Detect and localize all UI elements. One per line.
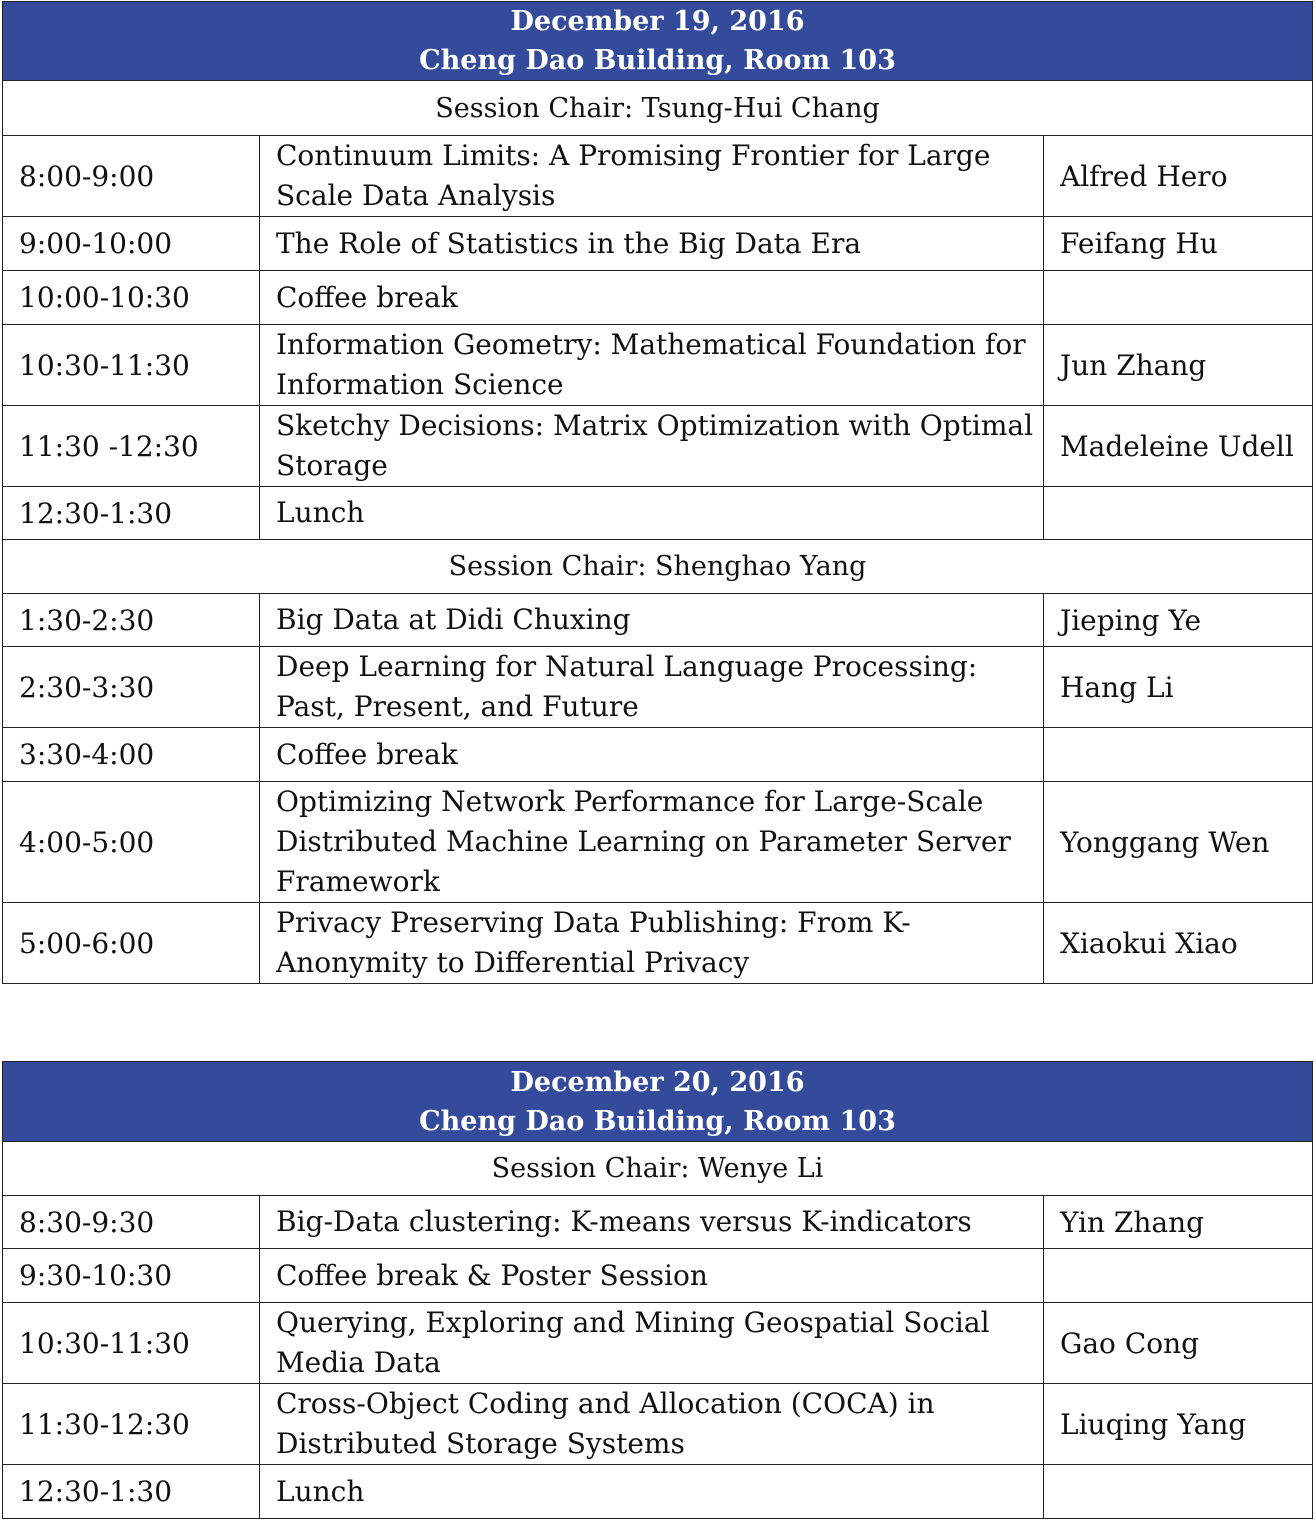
- table-row: [3, 1465, 1313, 1519]
- table-row: [3, 1303, 1313, 1384]
- day-header: [3, 1062, 1313, 1142]
- speaker-name: Gao Cong: [1044, 1303, 1313, 1384]
- day-location: Cheng Dao Building, Room 103: [419, 1105, 896, 1137]
- speaker-name: [1044, 271, 1313, 325]
- slot-time: 11:30-12:30: [3, 1384, 260, 1465]
- talk-title: Big Data at Didi Chuxing: [260, 594, 1044, 647]
- talk-title: Deep Learning for Natural Language Processing: Past, Present, and Future: [260, 647, 1044, 728]
- schedule-table-day-2: [2, 1061, 1313, 1519]
- slot-time: 2:30-3:30: [3, 647, 260, 728]
- day-header: [3, 2, 1313, 81]
- session-chair-row: [3, 540, 1313, 594]
- speaker-name: [1044, 487, 1313, 540]
- table-row: [3, 647, 1313, 728]
- table-row: [3, 406, 1313, 487]
- talk-title: Big-Data clustering: K-means versus K-indicators: [260, 1196, 1044, 1249]
- speaker-name: Feifang Hu: [1044, 217, 1313, 271]
- session-chair-row: [3, 81, 1313, 136]
- day-date: December 19, 2016: [510, 6, 805, 37]
- talk-title: Cross-Object Coding and Allocation (COCA) in Distributed Storage Systems: [260, 1384, 1044, 1465]
- talk-title: Privacy Preserving Data Publishing: From K-Anonymity to Differential Privacy: [260, 903, 1044, 984]
- slot-time: 4:00-5:00: [3, 782, 260, 903]
- talk-title: Optimizing Network Performance for Large-Scale Distributed Machine Learning on Parameter Server Framework: [260, 782, 1044, 903]
- talk-title: Information Geometry: Mathematical Foundation for Information Science: [260, 325, 1044, 406]
- session-chair: Session Chair: Shenghao Yang: [3, 540, 1313, 594]
- session-chair: Session Chair: Wenye Li: [3, 1142, 1313, 1196]
- slot-time: 8:00-9:00: [3, 136, 260, 217]
- day-location: Cheng Dao Building, Room 103: [419, 45, 896, 76]
- slot-time: 10:30-11:30: [3, 325, 260, 406]
- table-row: [3, 271, 1313, 325]
- slot-time: 10:00-10:30: [3, 271, 260, 325]
- speaker-name: Yin Zhang: [1044, 1196, 1313, 1249]
- speaker-name: Madeleine Udell: [1044, 406, 1313, 487]
- slot-time: 1:30-2:30: [3, 594, 260, 647]
- day-date: December 20, 2016: [510, 1066, 805, 1098]
- talk-title: Sketchy Decisions: Matrix Optimization with Optimal Storage: [260, 406, 1044, 487]
- session-chair-row: [3, 1142, 1313, 1196]
- slot-time: 9:00-10:00: [3, 217, 260, 271]
- speaker-name: Jieping Ye: [1044, 594, 1313, 647]
- speaker-name: Alfred Hero: [1044, 136, 1313, 217]
- table-row: [3, 903, 1313, 984]
- table-row: [3, 1249, 1313, 1303]
- talk-title: Coffee break: [260, 271, 1044, 325]
- table-row: [3, 782, 1313, 903]
- talk-title: Coffee break: [260, 728, 1044, 782]
- speaker-name: [1044, 728, 1313, 782]
- table-row: [3, 728, 1313, 782]
- speaker-name: Liuqing Yang: [1044, 1384, 1313, 1465]
- slot-time: 10:30-11:30: [3, 1303, 260, 1384]
- talk-title: Lunch: [260, 1465, 1044, 1519]
- table-row: [3, 136, 1313, 217]
- slot-time: 8:30-9:30: [3, 1196, 260, 1249]
- speaker-name: Xiaokui Xiao: [1044, 903, 1313, 984]
- slot-time: 5:00-6:00: [3, 903, 260, 984]
- table-row: [3, 325, 1313, 406]
- speaker-name: [1044, 1249, 1313, 1303]
- speaker-name: Hang Li: [1044, 647, 1313, 728]
- talk-title: Querying, Exploring and Mining Geospatial Social Media Data: [260, 1303, 1044, 1384]
- table-row: [3, 217, 1313, 271]
- speaker-name: [1044, 1465, 1313, 1519]
- session-chair: Session Chair: Tsung-Hui Chang: [3, 81, 1313, 136]
- talk-title: Coffee break & Poster Session: [260, 1249, 1044, 1303]
- talk-title: Continuum Limits: A Promising Frontier for Large Scale Data Analysis: [260, 136, 1044, 217]
- table-row: [3, 594, 1313, 647]
- talk-title: The Role of Statistics in the Big Data Era: [260, 217, 1044, 271]
- schedule-table-day-1: [2, 1, 1313, 984]
- slot-time: 12:30-1:30: [3, 487, 260, 540]
- slot-time: 11:30 -12:30: [3, 406, 260, 487]
- slot-time: 9:30-10:30: [3, 1249, 260, 1303]
- talk-title: Lunch: [260, 487, 1044, 540]
- speaker-name: Jun Zhang: [1044, 325, 1313, 406]
- slot-time: 12:30-1:30: [3, 1465, 260, 1519]
- table-row: [3, 487, 1313, 540]
- table-row: [3, 1384, 1313, 1465]
- table-row: [3, 1196, 1313, 1249]
- slot-time: 3:30-4:00: [3, 728, 260, 782]
- speaker-name: Yonggang Wen: [1044, 782, 1313, 903]
